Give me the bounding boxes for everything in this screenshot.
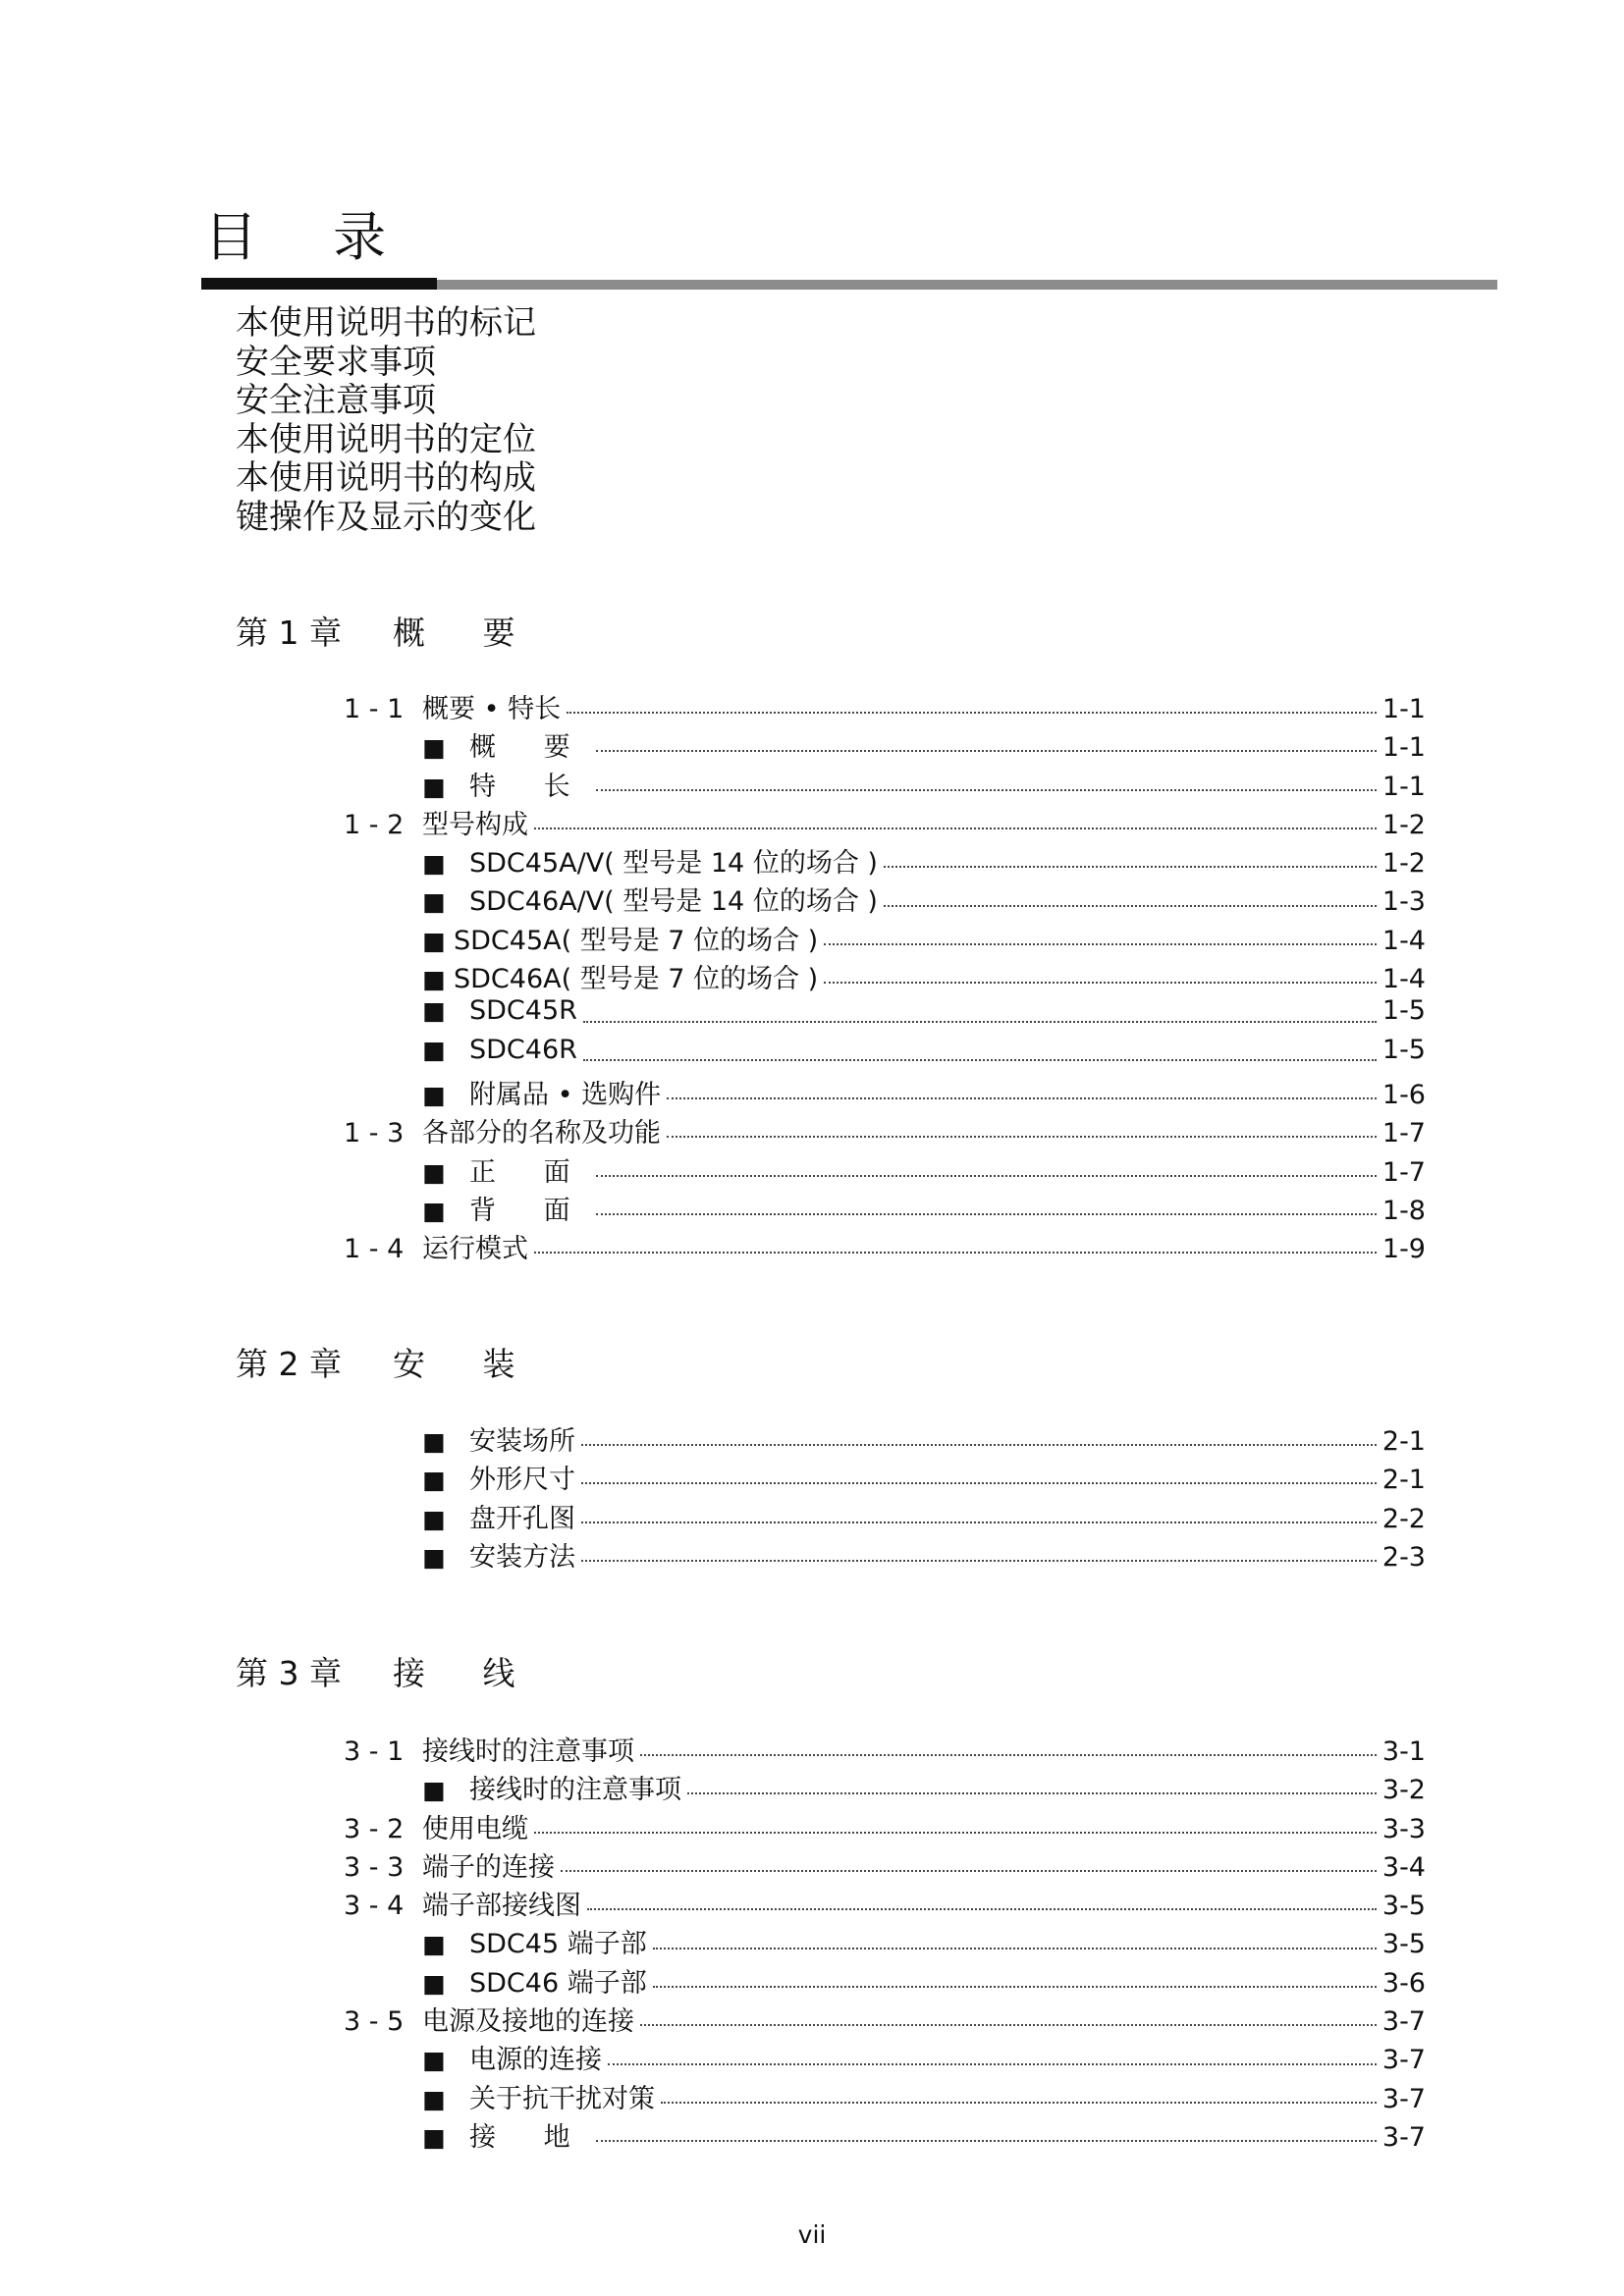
entry-label: 电源的连接	[469, 2045, 602, 2076]
page-ref: 3-3	[1381, 1813, 1426, 1844]
entry-label: 电源及接地的连接	[422, 2006, 634, 2038]
entry-label: 使用电缆	[422, 1813, 528, 1844]
section-number: 3 - 5	[344, 2006, 405, 2038]
page-ref: 3-6	[1381, 1967, 1426, 1999]
entry-label: 特 长	[469, 771, 590, 802]
toc-chapter-3	[344, 1730, 1426, 2154]
entry-label: 正 面	[469, 1156, 590, 1188]
section-number: 3 - 2	[344, 1813, 405, 1844]
page-ref: 1-7	[1381, 1118, 1426, 1149]
entry-label: 附属品 • 选购件	[469, 1079, 662, 1110]
toc-entry[interactable]	[344, 1189, 1426, 1227]
square-bullet-icon: ■	[422, 1542, 446, 1572]
intro-list	[236, 304, 536, 537]
chapter-number: 第 3 章	[236, 1654, 342, 1692]
square-bullet-icon: ■	[422, 2046, 446, 2075]
page-ref: 1-5	[1381, 995, 1426, 1027]
square-bullet-icon: ■	[422, 1930, 446, 1959]
page-ref: 1-2	[1381, 848, 1426, 880]
dot-leader	[581, 1521, 1377, 1523]
dot-leader	[667, 1135, 1377, 1138]
square-bullet-icon: ■	[422, 1504, 446, 1533]
toc-entry[interactable]	[344, 1535, 1426, 1574]
dot-leader	[653, 1985, 1377, 1988]
toc-entry[interactable]	[344, 1730, 1426, 1768]
toc-entry[interactable]	[344, 1807, 1426, 1845]
toc-entry[interactable]	[344, 2000, 1426, 2038]
page-ref: 1-3	[1381, 886, 1426, 918]
chapter-heading-1[interactable]	[236, 614, 539, 653]
page-ref: 3-7	[1381, 2121, 1426, 2153]
entry-label: SDC46 端子部	[469, 1967, 647, 1999]
dot-leader	[824, 942, 1377, 945]
entry-label: 各部分的名称及功能	[422, 1118, 661, 1149]
page-ref: 1-2	[1381, 809, 1426, 840]
square-bullet-icon: ■	[422, 1035, 446, 1064]
dot-leader	[534, 1251, 1377, 1254]
toc-entry[interactable]	[344, 1497, 1426, 1535]
toc-entry[interactable]	[344, 765, 1426, 803]
entry-label: 接线时的注意事项	[469, 1775, 681, 1806]
dot-leader	[640, 1753, 1377, 1756]
page-ref: 2-3	[1381, 1541, 1426, 1573]
square-bullet-icon: ■	[422, 1968, 446, 1998]
page-ref: 1-6	[1381, 1079, 1426, 1110]
intro-item[interactable]: 键操作及显示的变化	[236, 497, 536, 537]
toc-entry[interactable]	[344, 2077, 1426, 2115]
dot-leader	[561, 1869, 1377, 1872]
toc-entry[interactable]	[344, 1922, 1426, 1960]
dot-leader	[581, 1481, 1377, 1484]
square-bullet-icon: ■	[422, 733, 446, 763]
toc-entry[interactable]	[344, 2115, 1426, 2154]
dot-leader	[596, 749, 1377, 752]
entry-label: 型号构成	[422, 809, 528, 840]
page-ref: 1-7	[1381, 1156, 1426, 1188]
dot-leader	[687, 1791, 1377, 1794]
square-bullet-icon: ■	[422, 965, 446, 994]
entry-label: SDC46R	[469, 1034, 577, 1065]
toc-entry[interactable]	[344, 1227, 1426, 1265]
toc-chapter-2	[344, 1419, 1426, 1574]
toc-entry[interactable]	[344, 1111, 1426, 1149]
intro-item[interactable]: 本使用说明书的标记	[236, 303, 536, 343]
section-number: 1 - 1	[344, 694, 405, 724]
page-ref: 3-5	[1381, 1891, 1426, 1922]
intro-item[interactable]: 本使用说明书的构成	[236, 458, 536, 498]
square-bullet-icon: ■	[422, 1196, 446, 1225]
toc-entry[interactable]	[344, 2038, 1426, 2076]
entry-label: SDC45 端子部	[469, 1929, 647, 1960]
entry-label: 关于抗干扰对策	[469, 2083, 655, 2114]
square-bullet-icon: ■	[422, 1466, 446, 1495]
dot-leader	[583, 1020, 1377, 1023]
toc-entry[interactable]	[344, 919, 1426, 957]
page-ref: 3-2	[1381, 1775, 1426, 1806]
page-title: 目 录	[204, 206, 416, 268]
section-number: 1 - 3	[344, 1118, 405, 1149]
page-ref: 1-8	[1381, 1195, 1426, 1226]
toc-entry[interactable]	[344, 880, 1426, 918]
page-ref: 3-7	[1381, 2045, 1426, 2076]
dot-leader	[640, 2023, 1377, 2026]
entry-label: 安装场所	[469, 1426, 575, 1457]
toc-entry[interactable]	[344, 687, 1426, 725]
dot-leader	[567, 711, 1377, 714]
page-number: vii	[797, 2220, 827, 2249]
dot-leader	[587, 1907, 1377, 1910]
chapter-title: 接 线	[393, 1654, 539, 1692]
square-bullet-icon: ■	[422, 926, 446, 955]
toc-entry[interactable]	[344, 1419, 1426, 1458]
section-number: 1 - 4	[344, 1234, 405, 1265]
toc-entry[interactable]	[344, 1150, 1426, 1189]
square-bullet-icon: ■	[422, 1157, 446, 1187]
square-bullet-icon: ■	[422, 2084, 446, 2113]
page-ref: 1-5	[1381, 1034, 1426, 1065]
intro-item[interactable]: 安全注意事项	[236, 381, 436, 420]
page-ref: 3-4	[1381, 1851, 1426, 1883]
toc-entry[interactable]	[344, 725, 1426, 764]
dot-leader	[596, 788, 1377, 791]
chapter-number: 第 2 章	[236, 1345, 342, 1383]
toc-entry[interactable]	[344, 803, 1426, 841]
intro-item[interactable]: 本使用说明书的定位	[236, 419, 536, 459]
dot-leader	[608, 2062, 1377, 2065]
square-bullet-icon: ■	[422, 887, 446, 917]
dot-leader	[661, 2101, 1377, 2104]
page-ref: 3-5	[1381, 1929, 1426, 1960]
entry-label: 接 地	[469, 2121, 590, 2153]
chapter-title: 安 装	[393, 1345, 539, 1383]
toc-entry[interactable]	[344, 1845, 1426, 1884]
page-ref: 1-1	[1381, 732, 1426, 764]
dot-leader	[653, 1947, 1377, 1949]
dot-leader	[884, 904, 1377, 907]
entry-label: 安装方法	[469, 1541, 575, 1573]
toc-entry[interactable]	[344, 1884, 1426, 1922]
entry-label: SDC46A/V( 型号是 14 位的场合 )	[469, 886, 878, 918]
toc-entry[interactable]	[344, 1035, 1426, 1073]
entry-label: 盘开孔图	[469, 1503, 575, 1534]
toc-entry[interactable]	[344, 1073, 1426, 1111]
dot-leader	[581, 1443, 1377, 1446]
entry-label: SDC45A( 型号是 7 位的场合 )	[454, 925, 819, 956]
page-ref: 1-4	[1381, 925, 1426, 956]
section-number: 3 - 4	[344, 1891, 405, 1922]
title-rule-dark	[201, 278, 437, 290]
square-bullet-icon: ■	[422, 849, 446, 879]
section-number: 1 - 2	[344, 809, 405, 840]
page-ref: 2-1	[1381, 1426, 1426, 1457]
entry-label: 运行模式	[422, 1234, 528, 1265]
square-bullet-icon: ■	[422, 1427, 446, 1456]
dot-leader	[667, 1096, 1377, 1099]
dot-leader	[824, 981, 1377, 984]
toc-entry[interactable]	[344, 1458, 1426, 1496]
square-bullet-icon: ■	[422, 996, 446, 1026]
square-bullet-icon: ■	[422, 772, 446, 801]
entry-label: SDC46A( 型号是 7 位的场合 )	[454, 964, 819, 995]
intro-item[interactable]: 安全要求事项	[236, 342, 436, 382]
page-ref: 2-2	[1381, 1503, 1426, 1534]
chapter-title: 概 要	[393, 614, 539, 652]
entry-label: 接线时的注意事项	[422, 1736, 634, 1767]
page-ref: 1-9	[1381, 1234, 1426, 1265]
page-ref: 3-7	[1381, 2083, 1426, 2114]
dot-leader	[534, 827, 1377, 829]
entry-label: 概要 • 特长	[422, 694, 562, 724]
square-bullet-icon: ■	[422, 1776, 446, 1805]
entry-label: 背 面	[469, 1195, 590, 1226]
toc-entry[interactable]	[344, 841, 1426, 880]
page-ref: 1-1	[1381, 771, 1426, 802]
entry-label: 概 要	[469, 732, 590, 764]
page-ref: 1-4	[1381, 964, 1426, 995]
entry-label: SDC45A/V( 型号是 14 位的场合 )	[469, 848, 878, 880]
toc-entry[interactable]	[344, 957, 1426, 995]
dot-leader	[596, 1174, 1377, 1177]
toc-chapter-1	[344, 687, 1426, 1265]
page-ref: 2-1	[1381, 1465, 1426, 1496]
section-number: 3 - 3	[344, 1851, 405, 1883]
chapter-number: 第 1 章	[236, 614, 342, 652]
square-bullet-icon: ■	[422, 2122, 446, 2152]
toc-entry[interactable]	[344, 995, 1426, 1034]
entry-label: 端子部接线图	[422, 1891, 581, 1922]
entry-label: 端子的连接	[422, 1851, 555, 1883]
dot-leader	[534, 1831, 1377, 1834]
dot-leader	[596, 2139, 1377, 2142]
entry-label: 外形尺寸	[469, 1465, 575, 1496]
toc-entry[interactable]	[344, 1768, 1426, 1806]
dot-leader	[596, 1212, 1377, 1215]
dot-leader	[581, 1559, 1377, 1562]
chapter-heading-2[interactable]	[236, 1345, 539, 1384]
page-ref: 3-7	[1381, 2006, 1426, 2038]
chapter-heading-3[interactable]	[236, 1654, 539, 1693]
square-bullet-icon: ■	[422, 1080, 446, 1109]
page-ref: 1-1	[1381, 694, 1426, 724]
entry-label: SDC45R	[469, 995, 577, 1027]
section-number: 3 - 1	[344, 1736, 405, 1767]
dot-leader	[583, 1058, 1377, 1061]
dot-leader	[884, 865, 1377, 868]
page-ref: 3-1	[1381, 1736, 1426, 1767]
title-rule-gray	[437, 280, 1497, 290]
toc-entry[interactable]	[344, 1961, 1426, 2000]
